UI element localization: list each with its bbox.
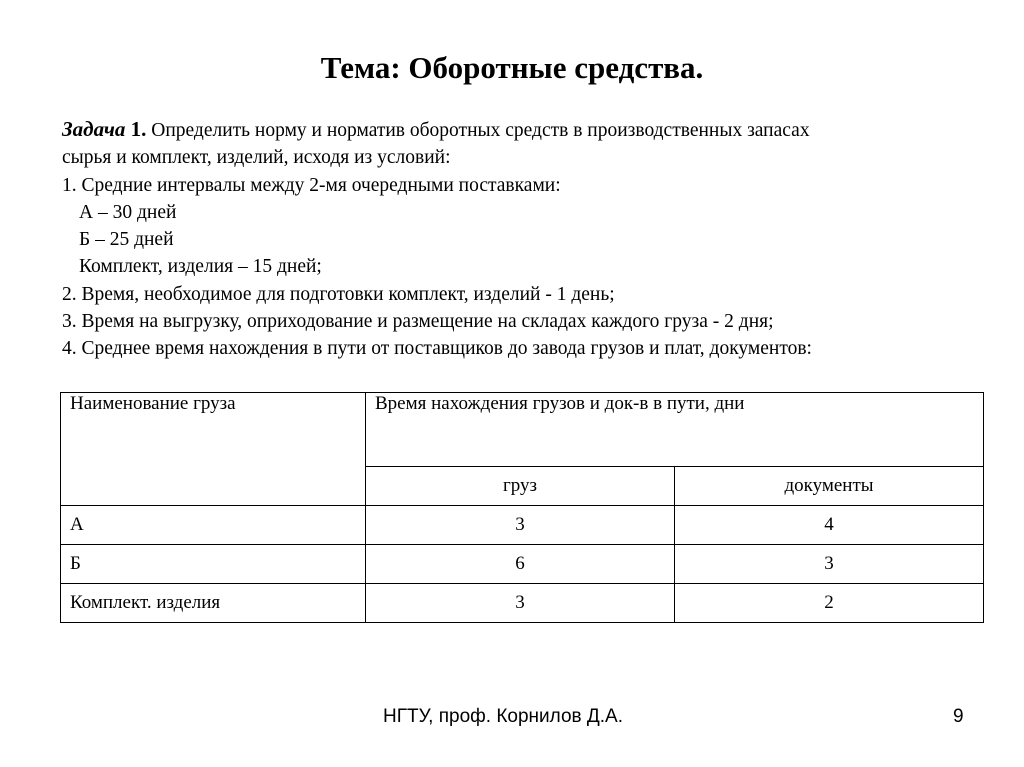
- transit-time-table: [60, 392, 984, 623]
- task-label: [62, 117, 146, 141]
- task-intro-cont: сырья и комплект, изделий, исходя из условий:: [62, 147, 451, 169]
- interval-b: Б – 25 дней: [79, 229, 174, 251]
- header-cargo-name: Наименование груза: [61, 393, 366, 506]
- slide-title: Тема: Оборотные средства.: [320, 50, 704, 85]
- task-intro: Определить норму и норматив оборотных средств в производственных запасах: [151, 120, 810, 141]
- table-row: [61, 545, 984, 584]
- subheader-cargo: груз: [366, 467, 675, 506]
- header-transit-time: Время нахождения грузов и док-в в пути, дни: [366, 393, 984, 467]
- row-name: А: [61, 506, 366, 545]
- row-cargo-days: 3: [366, 506, 675, 545]
- table-row: [61, 506, 984, 545]
- task-label-word: Задача: [62, 117, 126, 141]
- task-intro-line: [62, 116, 962, 144]
- interval-a: А – 30 дней: [79, 201, 177, 223]
- row-cargo-days: 6: [366, 545, 675, 584]
- subheader-documents: документы: [675, 467, 984, 506]
- row-cargo-days: 3: [366, 584, 675, 623]
- table-header-row: [61, 393, 984, 467]
- task-number: 1.: [130, 117, 147, 141]
- row-docs-days: 3: [675, 545, 984, 584]
- row-docs-days: 4: [675, 506, 984, 545]
- task-text: [62, 116, 962, 363]
- row-name: Комплект. изделия: [61, 584, 366, 623]
- condition-1: 1. Средние интервалы между 2-мя очередными поставками:: [62, 174, 561, 196]
- condition-2: 2. Время, необходимое для подготовки комплект, изделий - 1 день;: [62, 283, 615, 305]
- row-docs-days: 2: [675, 584, 984, 623]
- footer-author: НГТУ, проф. Корнилов Д.А.: [383, 706, 623, 727]
- table-row: [61, 584, 984, 623]
- interval-kit: Комплект, изделия – 15 дней;: [79, 256, 322, 278]
- row-name: Б: [61, 545, 366, 584]
- condition-4: 4. Среднее время нахождения в пути от поставщиков до завода грузов и плат, документов:: [62, 338, 812, 360]
- condition-3: 3. Время на выгрузку, оприходование и размещение на складах каждого груза - 2 дня;: [62, 311, 774, 333]
- page-number: 9: [953, 706, 964, 727]
